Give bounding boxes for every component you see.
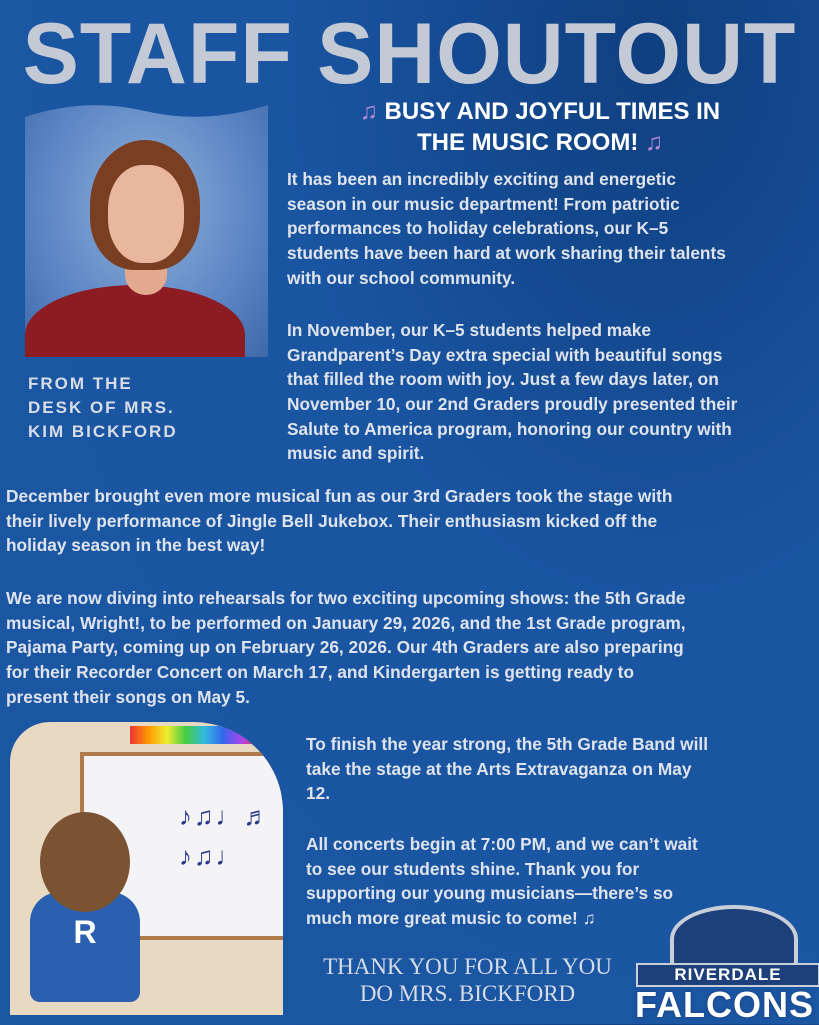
paragraph-line: Grandparent’s Day extra special with beautiful songs [287,344,723,365]
paragraph-december [6,484,672,558]
paragraph-line: All concerts begin at 7:00 PM, and we can’t wait [306,834,698,854]
paragraph-november [287,318,737,466]
paragraph-line: much more great music to come! ♫ [306,908,596,929]
paragraph-line: It has been an incredibly exciting and energetic [287,169,676,189]
paragraph-intro [287,167,726,290]
paragraph-line: to see our students shine. Thank you for [306,858,640,879]
paragraph-line: Salute to America program, honoring our country with [287,418,732,439]
paragraph-line: Pajama Party, coming up on February 26, 2026. Our 4th Graders are also preparing [6,637,684,658]
logo-text: FALCONS [634,984,814,1025]
music-note-icon: ♫ [645,129,663,156]
paragraph-line: take the stage at the Arts Extravaganza on May [306,758,692,779]
thanks-line: THANK YOU FOR ALL YOU [323,954,612,979]
falcon-mascot-head [40,812,130,912]
byline [28,372,178,444]
heading-line: THE MUSIC ROOM! [417,129,639,156]
paragraph-line: present their songs on May 5. [6,686,250,707]
music-notes: ♪♫♩♬ ♪♫♩ [179,801,272,871]
heading-line: BUSY AND JOYFUL TIMES IN [384,98,721,125]
paragraph-line: 12. [306,783,331,804]
paragraph-line: November 10, our 2nd Graders proudly presented their [287,394,738,415]
paragraph-line: performances to holiday celebrations, our K–5 [287,218,669,239]
staff-photo [25,105,268,357]
paragraph-line: their lively performance of Jingle Bell Jukebox. Their enthusiasm kicked off the [6,510,658,531]
paragraph-band [306,732,708,806]
thank-you-message [300,953,635,1007]
thanks-line: DO MRS. BICKFORD [359,981,576,1006]
paragraph-line: In November, our K–5 students helped make [287,320,651,340]
riverdale-falcons-logo [630,905,819,1024]
paragraph-line: To finish the year strong, the 5th Grade Band will [306,734,708,754]
paragraph-line: musical, Wright!, to be performed on January 29, 2026, and the 1st Grade program, [6,612,686,633]
page-title: STAFF SHOUTOUT [22,6,797,102]
paragraph-line: that filled the room with joy. Just a few days later, on [287,369,719,390]
paragraph-line: students have been hard at work sharing their talents [287,243,726,264]
byline-line: FROM THE [28,374,133,393]
section-heading [290,96,790,158]
paragraph-line: December brought even more musical fun as our 3rd Graders took the stage with [6,486,673,506]
music-note-icon: ♫ [359,98,378,125]
xylophone-icon [130,726,260,744]
paragraph-line: holiday season in the best way! [6,535,266,556]
falcon-mascot-shirt: R [30,892,140,1002]
logo-text: RIVERDALE [636,963,819,987]
paragraph-line: music and spirit. [287,443,425,464]
paragraph-line: We are now diving into rehearsals for two exciting upcoming shows: the 5th Grade [6,588,686,608]
byline-line: KIM BICKFORD [28,422,178,441]
paragraph-upcoming [6,586,686,709]
falcon-music-teacher-illustration [10,722,283,1015]
paragraph-line: for their Recorder Concert on March 17, and Kindergarten is getting ready to [6,662,634,683]
paragraph-line: with our school community. [287,267,516,288]
byline-line: DESK OF MRS. [28,398,175,417]
paragraph-line: supporting our young musicians—there’s so [306,883,674,904]
paragraph-line: season in our music department! From patriotic [287,193,680,214]
